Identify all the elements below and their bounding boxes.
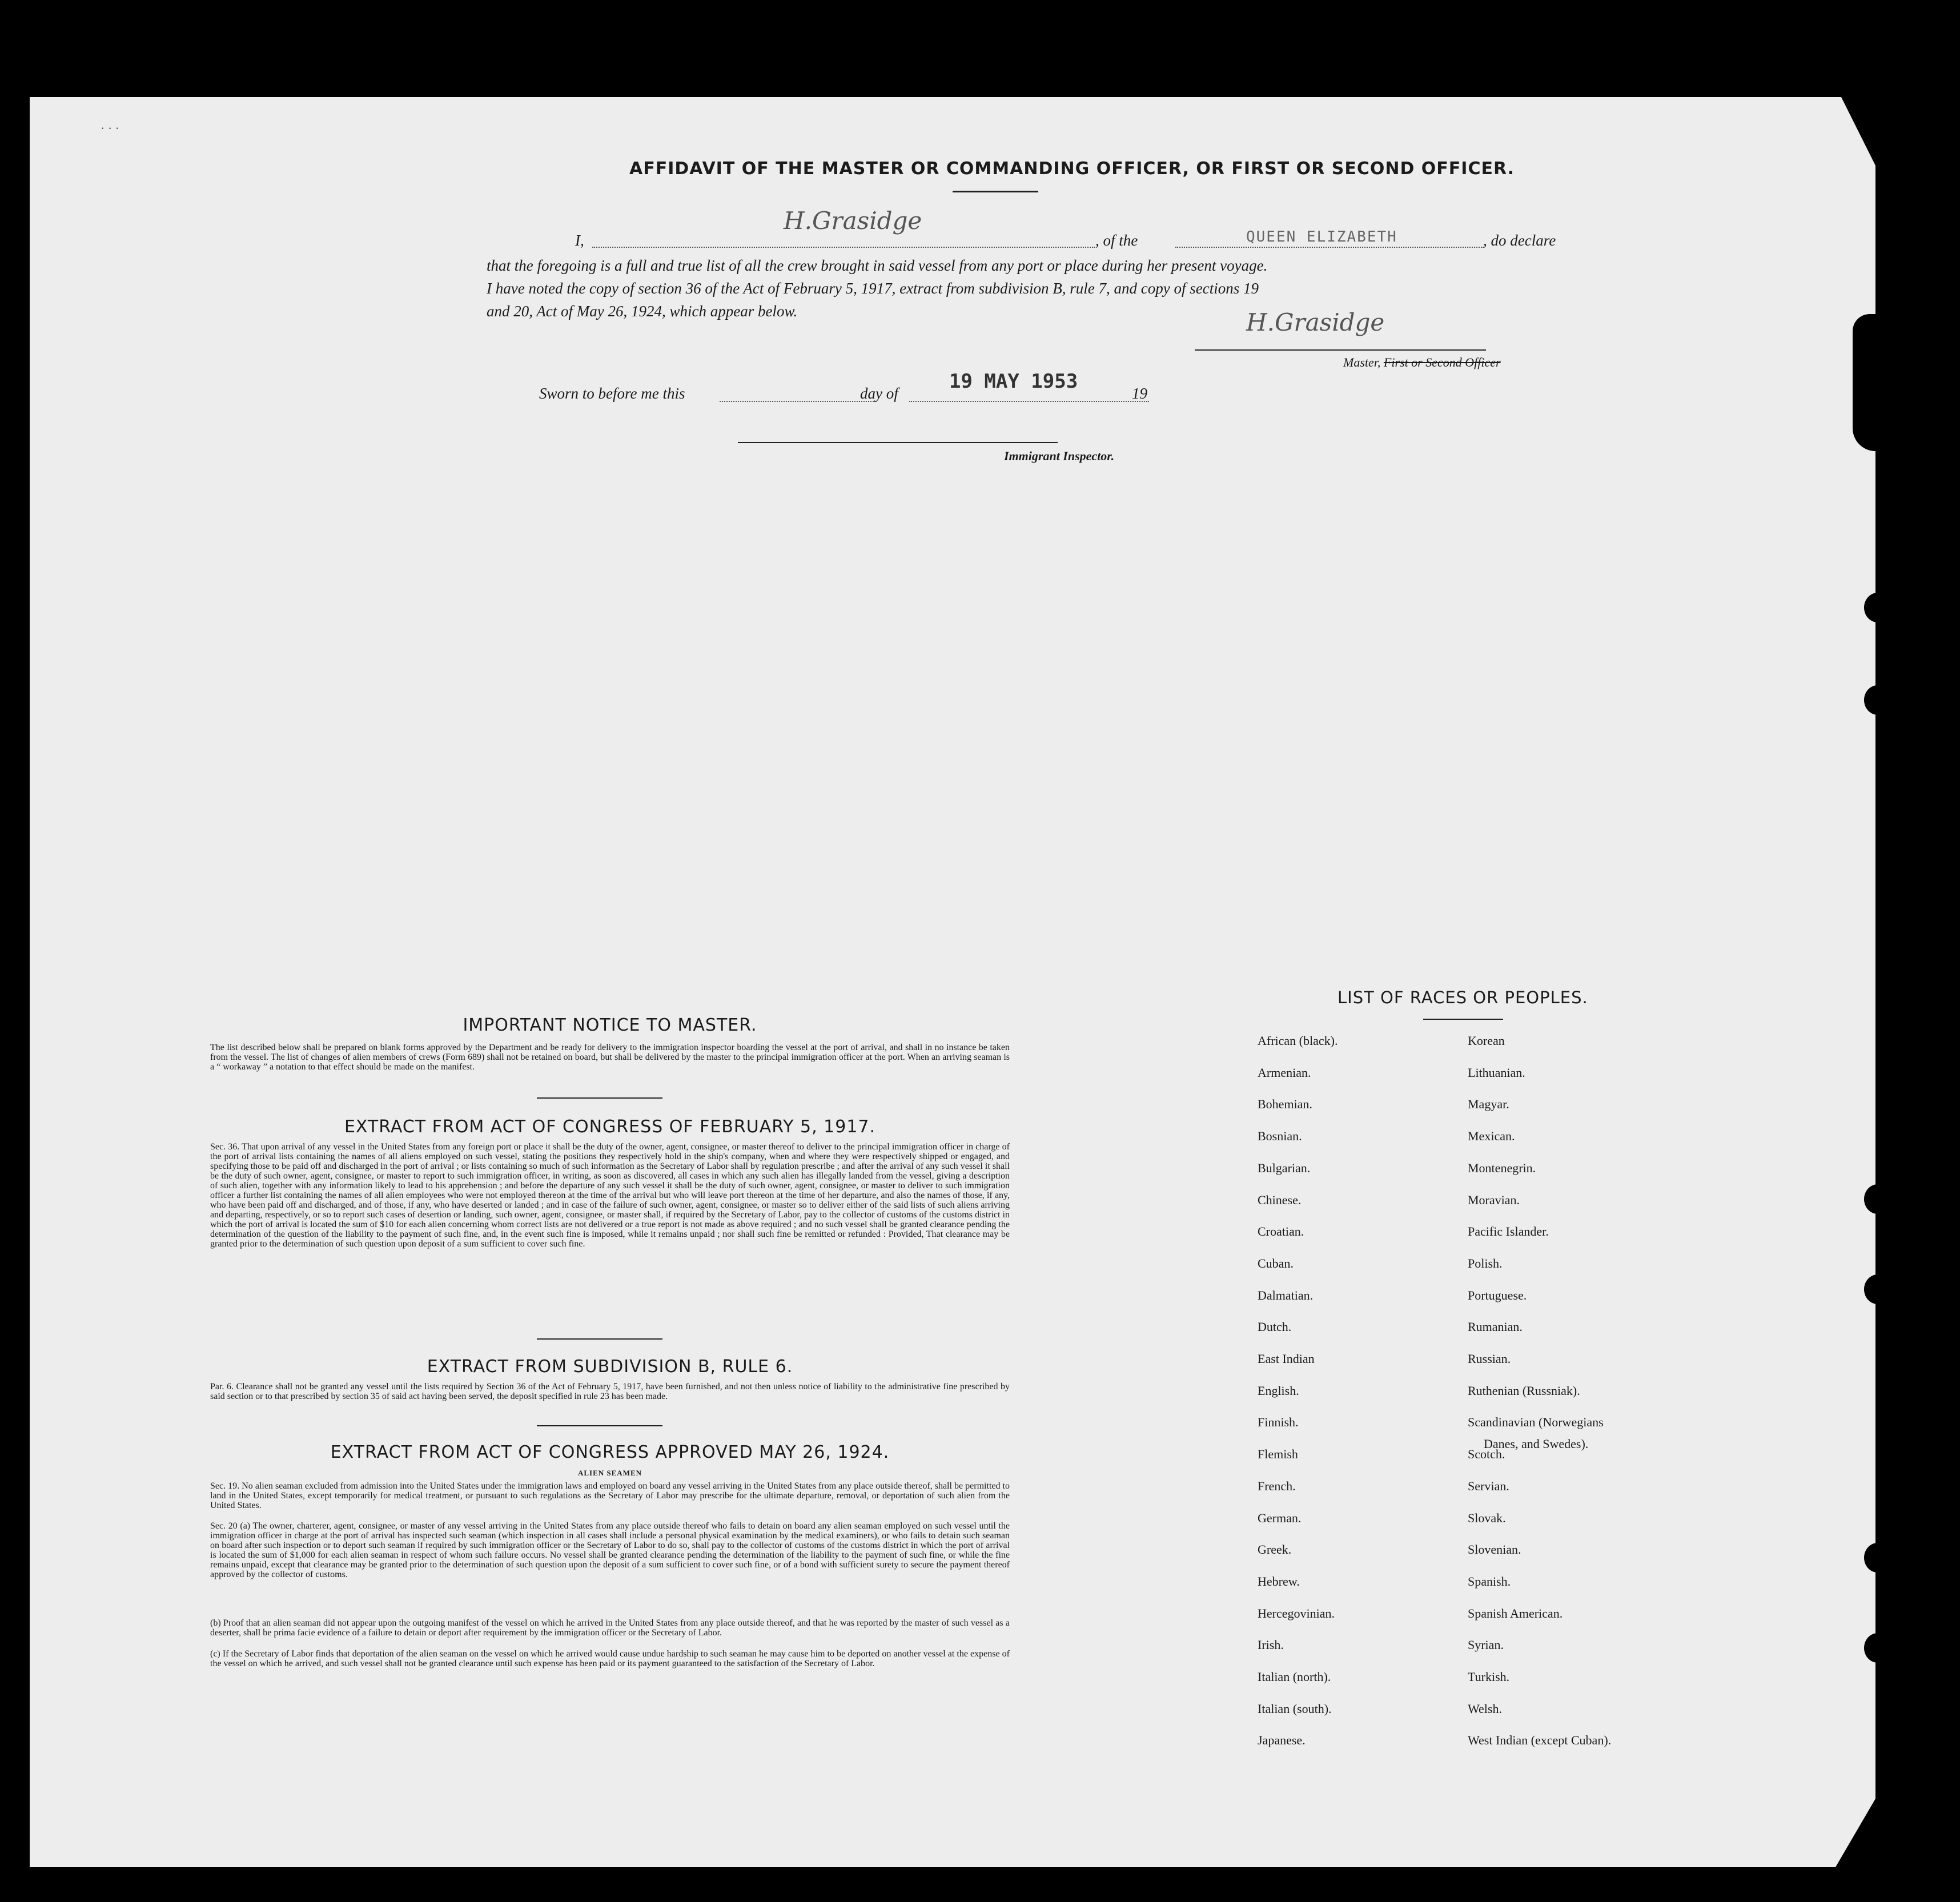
extract-1924-title: EXTRACT FROM ACT OF CONGRESS APPROVED MAY 26, 1924. bbox=[330, 1442, 890, 1462]
extract-1917-text: Sec. 36. That upon arrival of any vessel in the United States from any foreign port or place it shall be the duty of the owner, agent, consignee, or master thereof to deliver to the principal immigration officer in charge of the port of arrival lists containing the names of all aliens employed on such vessel, stating the positions they respectively hold in the ship's company, when and where they were respectively shipped or engaged, and specifying those to be paid off and discharged in the port of arrival ; or lists containing so much of such information as the Secretary of Labor shall by regulation prescribe ; and after the arrival of any such vessel it shall be the duty of such owner, agent, consignee, or master to report to such immigration officer, in writing, as soon as discovered, all cases in which any such alien has illegally landed from the vessel, giving a description of such alien, together with any information likely to lead to his apprehension ; and before the departure of any such vessel it shall be the duty of such owner, agent, consignee, or master to deliver to such immigration officer a further list containing the names of all alien employees who were not employed thereon at the time of the arrival but who will leave port thereon at the time of her departure, and also the names of those, if any, who have been paid off and discharged, and of those, if any, who have deserted or landed ; and in case of the failure of such owner, agent, consignee, or master so to deliver either of the said lists of such aliens arriving and departing, respectively, or so to report such cases of desertion or landing, such owner, agent, consignee, or master shall, if required by the Secretary of Labor, pay to the collector of customs of the customs district in which the port of arrival is located the sum of $10 for each alien concerning whom correct lists are not delivered or a true report is not made as above required ; and no such vessel shall be granted clearance pending the determination of the question of the liability to the payment of such fine, and, in the event such fine is imposed, while it remains unpaid ; nor shall such fine be remitted or refunded : Provided, That clearance may be granted prior to the determination of such question upon deposit of a sum sufficient to cover such fine. bbox=[210, 1142, 1010, 1249]
race-right-item-21: Welsh. bbox=[1468, 1702, 1502, 1716]
race-right-item-19: Syrian. bbox=[1468, 1638, 1504, 1652]
race-right-item-17: Spanish. bbox=[1468, 1574, 1511, 1589]
race-right-item-3: Mexican. bbox=[1468, 1129, 1515, 1143]
race-right-item-8: Portuguese. bbox=[1468, 1288, 1527, 1302]
sworn-day-of: day of bbox=[860, 385, 898, 402]
master-label bbox=[1343, 355, 1501, 370]
race-left-item-11: English. bbox=[1258, 1384, 1299, 1398]
extract-1917-rule bbox=[537, 1338, 662, 1340]
race-right-item-18: Spanish American. bbox=[1468, 1606, 1563, 1620]
race-right-item-20: Turkish. bbox=[1468, 1670, 1510, 1684]
sworn-month-line bbox=[909, 401, 1149, 402]
race-left-item-16: Greek. bbox=[1258, 1542, 1292, 1557]
race-left-item-22: Japanese. bbox=[1258, 1733, 1306, 1747]
race-right-item-13: Scotch. bbox=[1468, 1447, 1505, 1461]
race-right-item-0: Korean bbox=[1468, 1034, 1505, 1048]
race-right-item-1: Lithuanian. bbox=[1468, 1065, 1525, 1080]
race-right-item-11: Ruthenian (Russniak). bbox=[1468, 1384, 1580, 1398]
extract-1924-subtitle: ALIEN SEAMEN bbox=[577, 1469, 642, 1477]
race-left-item-9: Dutch. bbox=[1258, 1320, 1292, 1334]
race-left-item-0: African (black). bbox=[1258, 1034, 1338, 1048]
race-right-item-5: Moravian. bbox=[1468, 1193, 1520, 1207]
race-left-item-13: Flemish bbox=[1258, 1447, 1298, 1461]
race-right-item-4: Montenegrin. bbox=[1468, 1161, 1536, 1175]
race-right-item-14: Servian. bbox=[1468, 1479, 1509, 1493]
punch-hole bbox=[1864, 1274, 1891, 1304]
race-right-item-22: West Indian (except Cuban). bbox=[1468, 1733, 1612, 1747]
extract-1924-sec20b: (b) Proof that an alien seaman did not appear upon the outgoing manifest of the vessel on which he arrived in the United States from any place outside thereof, and that he was reported by the master of such vessel as a deserter, shall be prima facie evidence of a failure to detain or deport after requirement by the immigration officer or the Secretary of Labor. bbox=[210, 1618, 1010, 1638]
name-line bbox=[592, 247, 1095, 248]
race-right-item-7: Polish. bbox=[1468, 1256, 1503, 1270]
punch-hole bbox=[1864, 1184, 1891, 1214]
master-label-struck: First or Second Officer bbox=[1383, 355, 1501, 369]
inspector-label: Immigrant Inspector. bbox=[1004, 449, 1115, 463]
notice-rule bbox=[537, 1097, 662, 1099]
master-signature-line bbox=[1195, 349, 1486, 351]
punch-hole bbox=[1864, 1543, 1891, 1573]
extract-1917-title: EXTRACT FROM ACT OF CONGRESS OF FEBRUARY 5, 1917. bbox=[344, 1117, 876, 1137]
race-continuation: Danes, and Swedes). bbox=[1484, 1437, 1589, 1451]
race-right-item-16: Slovenian. bbox=[1468, 1542, 1521, 1557]
race-left-item-2: Bohemian. bbox=[1258, 1097, 1312, 1111]
race-left-item-17: Hebrew. bbox=[1258, 1574, 1300, 1589]
vessel-name: QUEEN ELIZABETH bbox=[1246, 228, 1397, 246]
race-left-item-18: Hercegovinian. bbox=[1258, 1606, 1335, 1620]
notice-title: IMPORTANT NOTICE TO MASTER. bbox=[463, 1015, 757, 1035]
inspector-line bbox=[738, 442, 1058, 443]
subdivision-rule bbox=[537, 1425, 662, 1426]
race-left-item-15: German. bbox=[1258, 1511, 1302, 1525]
extract-1924-sec20a: Sec. 20 (a) The owner, charterer, agent, consignee, or master of any vessel arriving in the United States from any place outside thereof who fails to detain on board any alien seaman employed on such vessel until the immigration officer in charge at the port of arrival has inspected such seaman (which inspection in all cases shall include a personal physical examination by the medical examiners), or who fails to detain such seaman on board after such inspection or to deport such seaman if required by such immigration officer or the Secretary of Labor to do so, shall pay to the collector of customs of the customs district in which the port of arrival is located the sum of $1,000 for each alien seaman in respect of whom such failure occurs. No vessel shall be granted clearance pending the determination of the liability to the payment of such fine, or while the fine remains unpaid, except that clearance may be granted prior to the determination of such question upon the deposit of a sum sufficient to cover such fine, or of a bond with sufficient surety to secure the payment thereof approved by the collector of customs. bbox=[210, 1521, 1010, 1579]
race-left-item-7: Cuban. bbox=[1258, 1256, 1294, 1270]
race-right-item-12: Scandinavian (Norwegians bbox=[1468, 1415, 1604, 1429]
master-label-prefix: Master, bbox=[1343, 355, 1384, 369]
deponent-signature: H.Grasidge bbox=[784, 207, 922, 235]
sworn-text: Sworn to before me this bbox=[539, 385, 685, 402]
race-left-item-20: Italian (north). bbox=[1258, 1670, 1331, 1684]
race-right-item-10: Russian. bbox=[1468, 1352, 1511, 1366]
subdivision-title: EXTRACT FROM SUBDIVISION B, RULE 6. bbox=[427, 1357, 793, 1377]
races-rule bbox=[1423, 1019, 1503, 1020]
race-left-item-19: Irish. bbox=[1258, 1638, 1284, 1652]
sworn-year: 19 bbox=[1132, 385, 1147, 402]
race-right-item-2: Magyar. bbox=[1468, 1097, 1509, 1111]
affidavit-of-the: , of the bbox=[1095, 232, 1138, 249]
extract-1924-sec19: Sec. 19. No alien seaman excluded from admission into the United States under the immigration laws and employed on board any vessel arriving in the United States from any place outside thereof, shall be permitted to land in the United States, except temporarily for medical treatment, or pursuant to such regulations as the Secretary of Labor may prescribe for the ultimate departure, removal, or deportation of such alien from the United States. bbox=[210, 1481, 1010, 1510]
corner-marks: · · · bbox=[101, 121, 119, 135]
race-left-item-6: Croatian. bbox=[1258, 1224, 1304, 1238]
punch-hole bbox=[1867, 325, 1895, 355]
race-left-item-21: Italian (south). bbox=[1258, 1702, 1332, 1716]
affidavit-body-line3: and 20, Act of May 26, 1924, which appear below. bbox=[487, 303, 798, 320]
race-right-item-15: Slovak. bbox=[1468, 1511, 1506, 1525]
race-right-item-9: Rumanian. bbox=[1468, 1320, 1523, 1334]
race-right-item-6: Pacific Islander. bbox=[1468, 1224, 1549, 1238]
race-left-item-4: Bulgarian. bbox=[1258, 1161, 1311, 1175]
sworn-day-line bbox=[720, 401, 874, 402]
document-page bbox=[30, 97, 1875, 1867]
punch-hole bbox=[1864, 1633, 1891, 1663]
punch-hole bbox=[1864, 685, 1891, 715]
race-left-item-3: Bosnian. bbox=[1258, 1129, 1302, 1143]
notice-text: The list described below shall be prepared on blank forms approved by the Department and be ready for delivery to the immigration inspector boarding the vessel at the port of arrival, and shall in no instance be taken from the vessel. The list of changes of alien members of crews (Form 689) shall not be retained on board, but shall be delivered by the master to the principal immigration officer at the port. When an arriving seaman is a “ workaway ” a notation to that effect should be made on the manifest. bbox=[210, 1043, 1010, 1072]
page-corner-bottom bbox=[1836, 1799, 1875, 1867]
punch-hole bbox=[1864, 593, 1891, 622]
affidavit-title: AFFIDAVIT OF THE MASTER OR COMMANDING OFFICER, OR FIRST OR SECOND OFFICER. bbox=[629, 159, 1515, 179]
master-signature: H.Grasidge bbox=[1246, 308, 1385, 336]
affidavit-do-declare: , do declare bbox=[1483, 232, 1556, 249]
race-left-item-12: Finnish. bbox=[1258, 1415, 1299, 1429]
page-corner bbox=[1841, 97, 1875, 166]
race-left-item-1: Armenian. bbox=[1258, 1065, 1311, 1080]
affidavit-body-line2: I have noted the copy of section 36 of the Act of February 5, 1917, extract from subdivision B, rule 7, and copy of sections 19 bbox=[487, 280, 1259, 297]
title-rule bbox=[953, 191, 1038, 192]
races-title: LIST OF RACES OR PEOPLES. bbox=[1338, 988, 1588, 1007]
vessel-line bbox=[1175, 247, 1484, 248]
race-left-item-14: French. bbox=[1258, 1479, 1296, 1493]
race-left-item-8: Dalmatian. bbox=[1258, 1288, 1314, 1302]
race-left-item-10: East Indian bbox=[1258, 1352, 1315, 1366]
affidavit-body-line1: that the foregoing is a full and true list of all the crew brought in said vessel from any port or place during her present voyage. bbox=[487, 257, 1268, 274]
extract-1924-sec20c: (c) If the Secretary of Labor finds that deportation of the alien seaman on the vessel on which he arrived would cause undue hardship to such seaman he may cause him to be deported on another vessel at the expense of the vessel on which he arrived, and such vessel shall not be granted clearance until such expense has been paid or its payment guaranteed to the satisfaction of the Secretary of Labor. bbox=[210, 1649, 1010, 1668]
race-left-item-5: Chinese. bbox=[1258, 1193, 1302, 1207]
date-stamp: 19 MAY 1953 bbox=[949, 370, 1078, 393]
affidavit-i: I, bbox=[575, 232, 584, 249]
subdivision-text: Par. 6. Clearance shall not be granted any vessel until the lists required by Section 36 of the Act of February 5, 1917, have been furnished, and not then unless notice of liability to the administrative fine prescribed by said section or to that prescribed by section 35 of said act having been served, the deposit specified in rule 23 has been made. bbox=[210, 1382, 1010, 1401]
